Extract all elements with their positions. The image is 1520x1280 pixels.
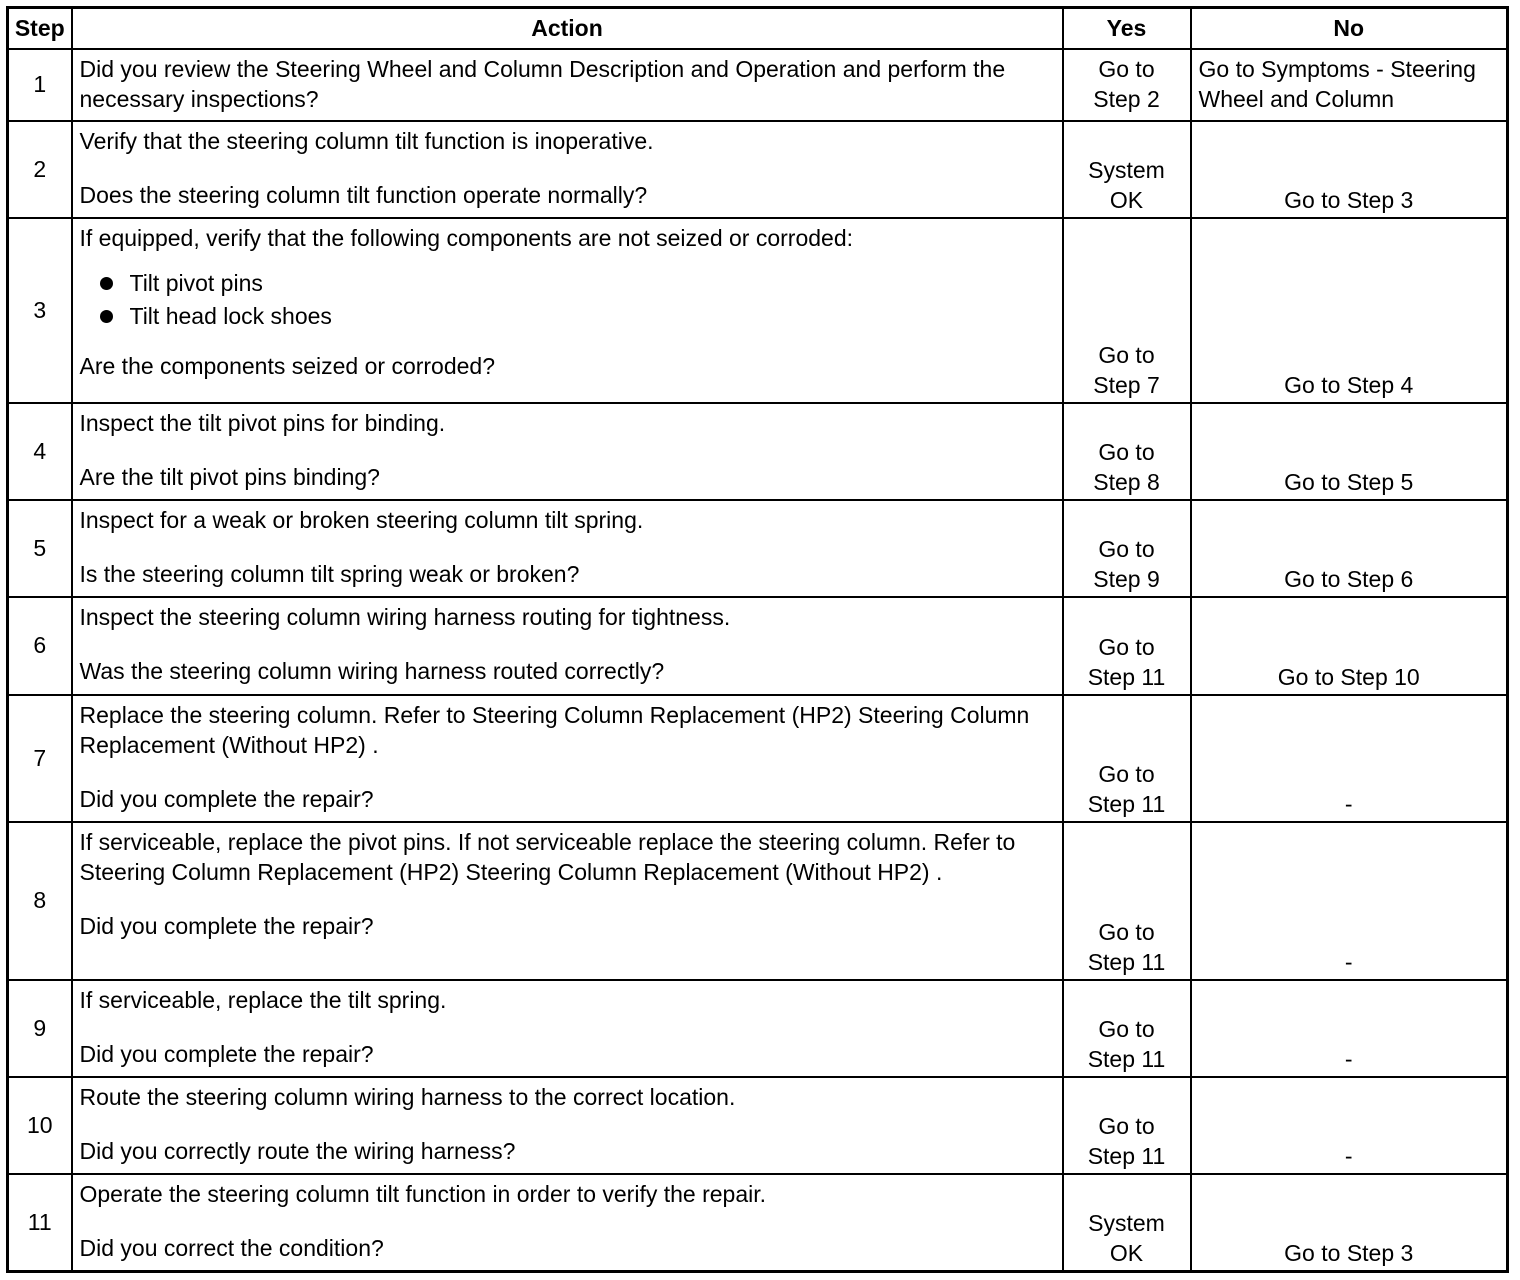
table-row [8, 500, 1508, 597]
action-cell [72, 121, 1063, 218]
question-text: Did you correctly route the wiring harness? [79, 1138, 516, 1165]
question-text: Did you complete the repair? [79, 785, 374, 812]
question-text: Did you complete the repair? [79, 1040, 374, 1067]
table-row [8, 121, 1508, 218]
table-row [8, 695, 1508, 822]
yes-cell: Go to Step 9 [1063, 500, 1191, 597]
action-cell [72, 695, 1063, 822]
no-cell: - [1191, 1077, 1508, 1174]
yes-cell: Go to Step 11 [1063, 695, 1191, 822]
action-cell [72, 597, 1063, 694]
no-cell: - [1191, 980, 1508, 1077]
step-number: 7 [8, 695, 72, 822]
question-text: Are the components seized or corroded? [79, 352, 496, 379]
action-text: If equipped, verify that the following components are not seized or corroded: [79, 224, 854, 251]
question-text: Did you complete the repair? [79, 912, 374, 939]
yes-cell: System OK [1063, 1174, 1191, 1271]
yes-cell: System OK [1063, 121, 1191, 218]
table-row [8, 1077, 1508, 1174]
bullet-icon [100, 277, 113, 290]
action-cell [72, 218, 1063, 403]
header-row [8, 8, 1508, 49]
component-list [80, 267, 1054, 333]
no-cell: Go to Step 3 [1191, 1174, 1508, 1271]
table-row [8, 218, 1508, 403]
action-text: Replace the steering column. Refer to Steering Column Replacement (HP2) Steering Column Replacement (Without HP2) . [79, 701, 1030, 758]
header-action: Action [72, 8, 1063, 49]
step-number: 6 [8, 597, 72, 694]
yes-cell: Go to Step 11 [1063, 822, 1191, 980]
list-item [98, 300, 1054, 333]
header-no: No [1191, 8, 1508, 49]
header-step: Step [8, 8, 72, 49]
question-text: Was the steering column wiring harness routed correctly? [79, 658, 665, 685]
yes-cell: Go to Step 11 [1063, 1077, 1191, 1174]
no-cell: Go to Step 10 [1191, 597, 1508, 694]
table-row [8, 49, 1508, 121]
no-cell: Go to Step 5 [1191, 403, 1508, 500]
step-number: 3 [8, 218, 72, 403]
action-text: If serviceable, replace the tilt spring. [79, 986, 447, 1013]
yes-cell: Go to Step 11 [1063, 597, 1191, 694]
table-row [8, 403, 1508, 500]
action-cell [72, 1077, 1063, 1174]
action-cell [72, 980, 1063, 1077]
action-text: Inspect the steering column wiring harness routing for tightness. [79, 604, 731, 631]
step-number: 4 [8, 403, 72, 500]
action-cell [72, 500, 1063, 597]
question-text: Does the steering column tilt function operate normally? [79, 181, 648, 208]
step-number: 11 [8, 1174, 72, 1271]
list-item-label: Tilt head lock shoes [129, 302, 332, 329]
action-cell [72, 403, 1063, 500]
question-text: Did you correct the condition? [79, 1235, 384, 1262]
step-number: 1 [8, 49, 72, 121]
diagnostic-table [6, 6, 1509, 1273]
list-item-label: Tilt pivot pins [129, 269, 263, 296]
action-text: Route the steering column wiring harness to the correct location. [79, 1084, 736, 1111]
question-text: Is the steering column tilt spring weak or broken? [79, 561, 580, 588]
action-cell [72, 1174, 1063, 1271]
action-text: If serviceable, replace the pivot pins. If not serviceable replace the steering column. Refer to Steering Column Replacement (HP2) Steering Column Replacement (Without HP2) . [79, 828, 1016, 885]
no-cell: - [1191, 822, 1508, 980]
yes-cell: Go to Step 2 [1063, 49, 1191, 121]
no-cell: Go to Step 4 [1191, 218, 1508, 403]
header-yes: Yes [1063, 8, 1191, 49]
bullet-icon [100, 310, 113, 323]
no-cell: Go to Step 3 [1191, 121, 1508, 218]
table-row [8, 597, 1508, 694]
step-number: 5 [8, 500, 72, 597]
yes-cell: Go to Step 8 [1063, 403, 1191, 500]
question-text: Are the tilt pivot pins binding? [79, 464, 380, 491]
action-cell [72, 822, 1063, 980]
step-number: 9 [8, 980, 72, 1077]
list-item [98, 267, 1054, 300]
action-cell [72, 49, 1063, 121]
step-number: 8 [8, 822, 72, 980]
table-row [8, 980, 1508, 1077]
action-text: Inspect the tilt pivot pins for binding. [79, 410, 446, 437]
yes-cell: Go to Step 11 [1063, 980, 1191, 1077]
step-number: 10 [8, 1077, 72, 1174]
action-text: Operate the steering column tilt function in order to verify the repair. [79, 1181, 767, 1208]
no-cell: Go to Step 6 [1191, 500, 1508, 597]
action-text: Inspect for a weak or broken steering column tilt spring. [79, 507, 644, 534]
table-row [8, 1174, 1508, 1271]
action-text: Did you review the Steering Wheel and Column Description and Operation and perform the necessary inspections? [79, 55, 1006, 112]
no-cell: - [1191, 695, 1508, 822]
yes-cell: Go to Step 7 [1063, 218, 1191, 403]
action-text: Verify that the steering column tilt function is inoperative. [79, 127, 654, 154]
no-cell: Go to Symptoms - Steering Wheel and Column [1191, 49, 1508, 121]
table-row [8, 822, 1508, 980]
step-number: 2 [8, 121, 72, 218]
